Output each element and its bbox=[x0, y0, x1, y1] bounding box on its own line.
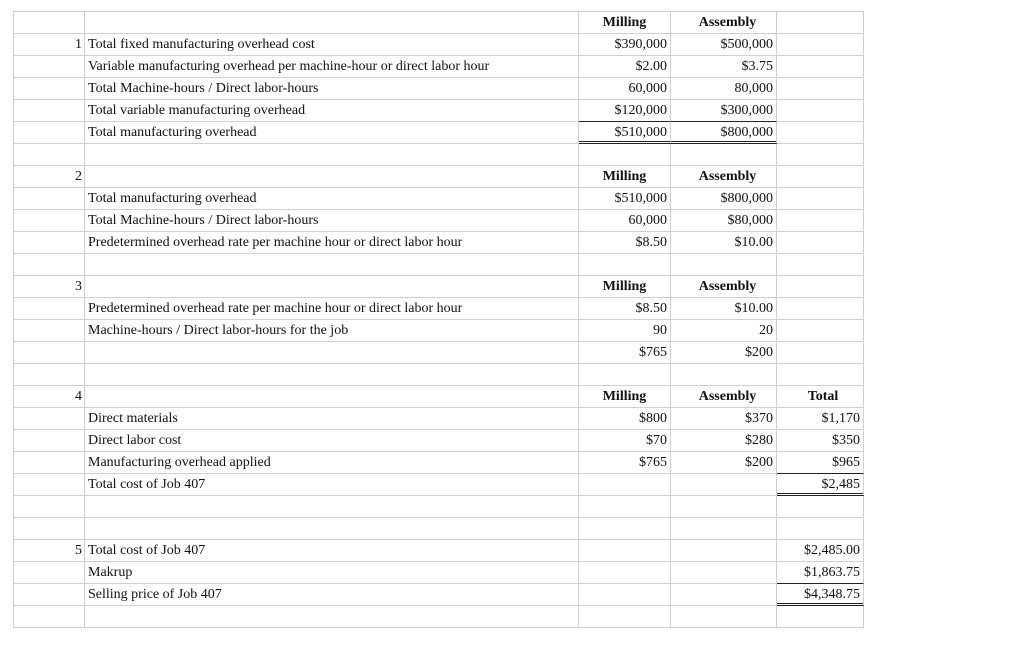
total-value[interactable]: $1,170 bbox=[777, 408, 864, 430]
cell[interactable] bbox=[14, 78, 85, 100]
row-label[interactable]: Total fixed manufacturing overhead cost bbox=[85, 34, 579, 56]
row-label[interactable]: Variable manufacturing overhead per machine-hour or direct labor hour bbox=[85, 56, 579, 78]
cell[interactable] bbox=[777, 232, 864, 254]
milling-header[interactable]: Milling bbox=[579, 166, 671, 188]
cell[interactable] bbox=[777, 254, 864, 276]
total-value[interactable]: $2,485 bbox=[777, 474, 864, 496]
cell[interactable] bbox=[14, 56, 85, 78]
row-label[interactable]: Total manufacturing overhead bbox=[85, 188, 579, 210]
assembly-value[interactable]: $800,000 bbox=[671, 188, 777, 210]
cell[interactable] bbox=[85, 364, 579, 386]
cell[interactable] bbox=[14, 12, 85, 34]
table-row bbox=[14, 408, 864, 430]
table-row bbox=[14, 122, 864, 144]
empty-row bbox=[14, 496, 864, 518]
row-label[interactable]: Manufacturing overhead applied bbox=[85, 452, 579, 474]
cell[interactable] bbox=[85, 144, 579, 166]
empty-row bbox=[14, 518, 864, 540]
section-number[interactable]: 3 bbox=[14, 276, 85, 298]
cell[interactable] bbox=[85, 496, 579, 518]
milling-value[interactable] bbox=[579, 474, 671, 496]
cell[interactable] bbox=[671, 518, 777, 540]
section1-header-row bbox=[14, 12, 864, 34]
total-value[interactable]: $4,348.75 bbox=[777, 584, 864, 606]
empty-row bbox=[14, 254, 864, 276]
table-row bbox=[14, 78, 864, 100]
cell[interactable] bbox=[14, 100, 85, 122]
cell[interactable] bbox=[14, 210, 85, 232]
milling-value[interactable]: 90 bbox=[579, 320, 671, 342]
total-value[interactable]: $1,863.75 bbox=[777, 562, 864, 584]
cell[interactable] bbox=[579, 364, 671, 386]
cell[interactable] bbox=[777, 144, 864, 166]
cell[interactable] bbox=[671, 254, 777, 276]
assembly-value[interactable]: $800,000 bbox=[671, 122, 777, 144]
assembly-header[interactable]: Assembly bbox=[671, 12, 777, 34]
cell[interactable] bbox=[85, 386, 579, 408]
section3-header-row bbox=[14, 276, 864, 298]
milling-value[interactable]: $765 bbox=[579, 452, 671, 474]
row-label[interactable]: Selling price of Job 407 bbox=[85, 584, 579, 606]
assembly-value[interactable]: $200 bbox=[671, 342, 777, 364]
row-label[interactable]: Predetermined overhead rate per machine hour or direct labor hour bbox=[85, 232, 579, 254]
cell[interactable] bbox=[579, 254, 671, 276]
cell[interactable] bbox=[14, 452, 85, 474]
table-row bbox=[14, 232, 864, 254]
cell[interactable] bbox=[671, 540, 777, 562]
cell[interactable] bbox=[14, 496, 85, 518]
table-row bbox=[14, 430, 864, 452]
milling-value[interactable]: $120,000 bbox=[579, 100, 671, 122]
cell[interactable] bbox=[14, 232, 85, 254]
cell[interactable] bbox=[85, 518, 579, 540]
cell[interactable] bbox=[14, 364, 85, 386]
cell[interactable] bbox=[777, 518, 864, 540]
cell[interactable] bbox=[85, 276, 579, 298]
cell[interactable] bbox=[579, 496, 671, 518]
cell[interactable] bbox=[777, 100, 864, 122]
empty-row bbox=[14, 364, 864, 386]
table-row bbox=[14, 298, 864, 320]
table-row bbox=[14, 188, 864, 210]
row-label[interactable] bbox=[85, 342, 579, 364]
assembly-value[interactable]: $500,000 bbox=[671, 34, 777, 56]
assembly-value[interactable]: $80,000 bbox=[671, 210, 777, 232]
milling-value[interactable]: $800 bbox=[579, 408, 671, 430]
cell[interactable] bbox=[777, 78, 864, 100]
cell[interactable] bbox=[777, 342, 864, 364]
cell[interactable] bbox=[14, 430, 85, 452]
row-label[interactable]: Machine-hours / Direct labor-hours for the job bbox=[85, 320, 579, 342]
cell[interactable] bbox=[14, 342, 85, 364]
milling-value[interactable]: $70 bbox=[579, 430, 671, 452]
row-label[interactable]: Total cost of Job 407 bbox=[85, 540, 579, 562]
milling-value[interactable]: $510,000 bbox=[579, 188, 671, 210]
table-row bbox=[14, 452, 864, 474]
assembly-value[interactable]: $3.75 bbox=[671, 56, 777, 78]
cell[interactable] bbox=[579, 584, 671, 606]
total-value[interactable]: $350 bbox=[777, 430, 864, 452]
cell[interactable] bbox=[579, 562, 671, 584]
table-row bbox=[14, 56, 864, 78]
empty-row bbox=[14, 606, 864, 628]
assembly-value[interactable]: $10.00 bbox=[671, 298, 777, 320]
cell[interactable] bbox=[579, 144, 671, 166]
cell[interactable] bbox=[85, 166, 579, 188]
assembly-value[interactable]: $280 bbox=[671, 430, 777, 452]
cell[interactable] bbox=[85, 254, 579, 276]
cell[interactable] bbox=[85, 12, 579, 34]
section-number[interactable]: 4 bbox=[14, 386, 85, 408]
cell[interactable] bbox=[777, 276, 864, 298]
cell[interactable] bbox=[777, 364, 864, 386]
cell[interactable] bbox=[85, 606, 579, 628]
milling-value[interactable]: $8.50 bbox=[579, 298, 671, 320]
cell[interactable] bbox=[777, 496, 864, 518]
cell[interactable] bbox=[579, 540, 671, 562]
cell[interactable] bbox=[777, 122, 864, 144]
milling-header[interactable]: Milling bbox=[579, 12, 671, 34]
row-label[interactable]: Total variable manufacturing overhead bbox=[85, 100, 579, 122]
row-label[interactable]: Total manufacturing overhead bbox=[85, 122, 579, 144]
row-label[interactable]: Total cost of Job 407 bbox=[85, 474, 579, 496]
cell[interactable] bbox=[14, 408, 85, 430]
cell[interactable] bbox=[14, 584, 85, 606]
assembly-value[interactable]: $370 bbox=[671, 408, 777, 430]
assembly-value[interactable]: 80,000 bbox=[671, 78, 777, 100]
table-row bbox=[14, 584, 864, 606]
total-value[interactable]: $2,485.00 bbox=[777, 540, 864, 562]
row-label[interactable]: Makrup bbox=[85, 562, 579, 584]
table-row bbox=[14, 210, 864, 232]
cell[interactable] bbox=[14, 298, 85, 320]
assembly-value[interactable]: $200 bbox=[671, 452, 777, 474]
cell[interactable] bbox=[14, 562, 85, 584]
row-label[interactable]: Direct labor cost bbox=[85, 430, 579, 452]
table-row bbox=[14, 100, 864, 122]
cell[interactable] bbox=[777, 188, 864, 210]
total-value[interactable]: $965 bbox=[777, 452, 864, 474]
cell[interactable] bbox=[579, 518, 671, 540]
cell[interactable] bbox=[671, 606, 777, 628]
cell[interactable] bbox=[14, 518, 85, 540]
assembly-header[interactable]: Assembly bbox=[671, 166, 777, 188]
spreadsheet-grid bbox=[13, 11, 864, 628]
section-number[interactable]: 5 bbox=[14, 540, 85, 562]
cell[interactable] bbox=[777, 210, 864, 232]
row-label[interactable]: Direct materials bbox=[85, 408, 579, 430]
assembly-value[interactable]: 20 bbox=[671, 320, 777, 342]
cell[interactable] bbox=[777, 606, 864, 628]
cell[interactable] bbox=[777, 166, 864, 188]
cell[interactable] bbox=[14, 122, 85, 144]
cell[interactable] bbox=[14, 320, 85, 342]
cell[interactable] bbox=[777, 12, 864, 34]
section2-header-row bbox=[14, 166, 864, 188]
section4-header-row bbox=[14, 386, 864, 408]
cell[interactable] bbox=[671, 496, 777, 518]
milling-header[interactable]: Milling bbox=[579, 386, 671, 408]
assembly-header[interactable]: Assembly bbox=[671, 386, 777, 408]
row-label[interactable]: Predetermined overhead rate per machine hour or direct labor hour bbox=[85, 298, 579, 320]
milling-value[interactable]: 60,000 bbox=[579, 210, 671, 232]
cell[interactable] bbox=[671, 562, 777, 584]
milling-value[interactable]: $2.00 bbox=[579, 56, 671, 78]
table-row bbox=[14, 474, 864, 496]
milling-value[interactable]: $390,000 bbox=[579, 34, 671, 56]
cell[interactable] bbox=[671, 364, 777, 386]
milling-value[interactable]: $765 bbox=[579, 342, 671, 364]
section-number[interactable]: 2 bbox=[14, 166, 85, 188]
cell[interactable] bbox=[777, 34, 864, 56]
cell[interactable] bbox=[14, 254, 85, 276]
table-row bbox=[14, 34, 864, 56]
cell[interactable] bbox=[777, 298, 864, 320]
row-label[interactable]: Total Machine-hours / Direct labor-hours bbox=[85, 78, 579, 100]
table-row bbox=[14, 320, 864, 342]
cell[interactable] bbox=[14, 188, 85, 210]
assembly-header[interactable]: Assembly bbox=[671, 276, 777, 298]
table-row bbox=[14, 342, 864, 364]
assembly-value[interactable] bbox=[671, 474, 777, 496]
section-number[interactable]: 1 bbox=[14, 34, 85, 56]
cell[interactable] bbox=[777, 56, 864, 78]
cell[interactable] bbox=[671, 144, 777, 166]
table-row bbox=[14, 562, 864, 584]
milling-value[interactable]: $510,000 bbox=[579, 122, 671, 144]
assembly-value[interactable]: $300,000 bbox=[671, 100, 777, 122]
total-header[interactable]: Total bbox=[777, 386, 864, 408]
table-row bbox=[14, 540, 864, 562]
cell[interactable] bbox=[671, 584, 777, 606]
assembly-value[interactable]: $10.00 bbox=[671, 232, 777, 254]
empty-row bbox=[14, 144, 864, 166]
milling-value[interactable]: $8.50 bbox=[579, 232, 671, 254]
cell[interactable] bbox=[777, 320, 864, 342]
milling-value[interactable]: 60,000 bbox=[579, 78, 671, 100]
cell[interactable] bbox=[14, 606, 85, 628]
cell[interactable] bbox=[14, 474, 85, 496]
row-label[interactable]: Total Machine-hours / Direct labor-hours bbox=[85, 210, 579, 232]
milling-header[interactable]: Milling bbox=[579, 276, 671, 298]
cell[interactable] bbox=[579, 606, 671, 628]
cell[interactable] bbox=[14, 144, 85, 166]
